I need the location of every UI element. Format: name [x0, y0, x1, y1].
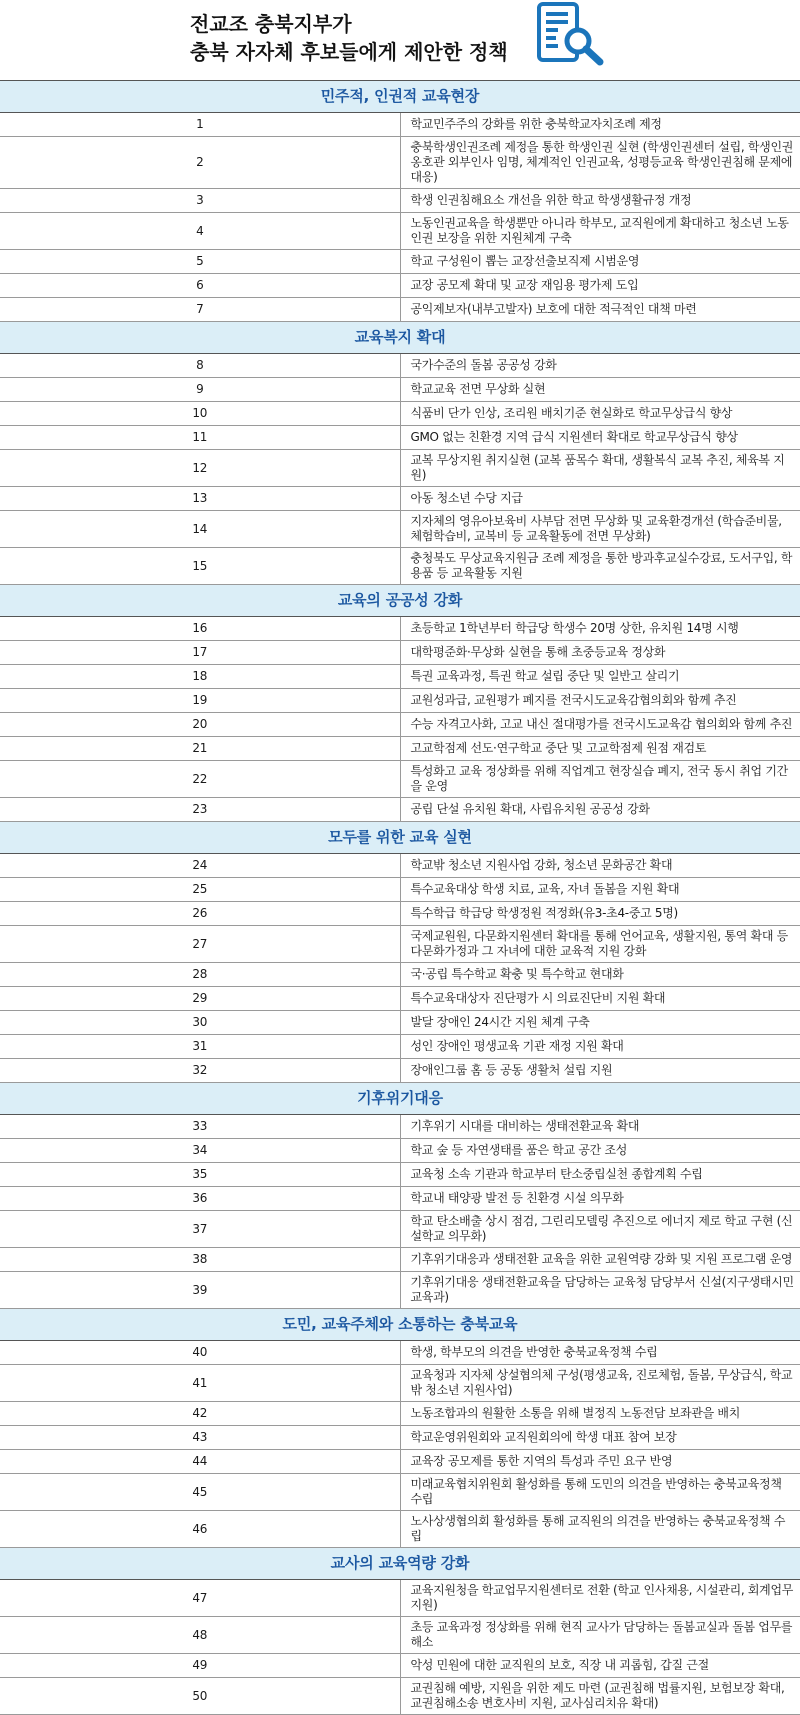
table-row	[0, 548, 800, 585]
policy-text: 교육장 공모제를 통한 지역의 특성과 주민 요구 반영	[400, 1450, 800, 1474]
policy-number: 44	[0, 1450, 400, 1474]
policy-text: 교복 무상지원 취지실현 (교복 품목수 확대, 생활복식 교복 추진, 체육복 지원)	[400, 450, 800, 487]
policy-number: 30	[0, 1011, 400, 1035]
table-row	[0, 1402, 800, 1426]
policy-number: 40	[0, 1341, 400, 1365]
table-row	[0, 902, 800, 926]
policy-text: 충청북도 무상교육지원금 조례 제정을 통한 방과후교실수강료, 도서구입, 학용품 등 교육활동 지원	[400, 548, 800, 585]
policy-text: 초등 교육과정 정상화를 위해 현직 교사가 담당하는 돌봄교실과 돌봄 업무를 해소	[400, 1617, 800, 1654]
policy-number: 42	[0, 1402, 400, 1426]
policy-text: 장애인그룹 홈 등 공동 생활처 설립 지원	[400, 1059, 800, 1083]
policy-number: 33	[0, 1115, 400, 1139]
section-title: 교사의 교육역량 강화	[0, 1548, 800, 1580]
policy-number: 16	[0, 617, 400, 641]
policy-text: 학교 숲 등 자연생태를 품은 학교 공간 조성	[400, 1139, 800, 1163]
policy-text: 학교밖 청소년 지원사업 강화, 청소년 문화공간 확대	[400, 854, 800, 878]
policy-number: 17	[0, 641, 400, 665]
table-row	[0, 1011, 800, 1035]
table-row	[0, 987, 800, 1011]
section-title: 기후위기대응	[0, 1083, 800, 1115]
policy-text: 공익제보자(내부고발자) 보호에 대한 적극적인 대책 마련	[400, 298, 800, 322]
policy-number: 2	[0, 137, 400, 189]
policy-text: 특수학급 학급당 학생정원 적정화(유3-초4-중고 5명)	[400, 902, 800, 926]
policy-text: 국제교원원, 다문화지원센터 확대를 통해 언어교육, 생활지원, 통역 확대 등 다문화가정과 그 자녀에 대한 교육적 지원 강화	[400, 926, 800, 963]
policy-number: 26	[0, 902, 400, 926]
table-row	[0, 354, 800, 378]
section-title: 도민, 교육주체와 소통하는 충북교육	[0, 1309, 800, 1341]
policy-text: 학교운영위원회와 교직원회의에 학생 대표 참여 보장	[400, 1426, 800, 1450]
section-header	[0, 822, 800, 854]
table-row	[0, 511, 800, 548]
table-row	[0, 378, 800, 402]
policy-text: 교원성과급, 교원평가 폐지를 전국시도교육감협의회와 함께 추진	[400, 689, 800, 713]
section-header	[0, 1309, 800, 1341]
table-row	[0, 450, 800, 487]
policy-text: 발달 장애인 24시간 지원 체계 구축	[400, 1011, 800, 1035]
policy-text: 악성 민원에 대한 교직원의 보호, 직장 내 괴롭힘, 갑질 근절	[400, 1654, 800, 1678]
table-row	[0, 1187, 800, 1211]
table-row	[0, 761, 800, 798]
policy-number: 28	[0, 963, 400, 987]
policy-text: 노동인권교육을 학생뿐만 아니라 학부모, 교직원에게 확대하고 청소년 노동인권 보장을 위한 지원체계 구축	[400, 213, 800, 250]
policy-number: 27	[0, 926, 400, 963]
table-row	[0, 1163, 800, 1187]
table-row	[0, 1426, 800, 1450]
policy-number: 19	[0, 689, 400, 713]
policy-text: 대학평준화·무상화 실현을 통해 초중등교육 정상화	[400, 641, 800, 665]
table-row	[0, 713, 800, 737]
header	[0, 0, 800, 80]
policy-text: 학생 인권침해요소 개선을 위한 학교 학생생활규정 개정	[400, 189, 800, 213]
policy-number: 15	[0, 548, 400, 585]
policy-number: 8	[0, 354, 400, 378]
policy-text: 아동 청소년 수당 지급	[400, 487, 800, 511]
table-row	[0, 689, 800, 713]
policy-text: 학교내 태양광 발전 등 친환경 시설 의무화	[400, 1187, 800, 1211]
policy-number: 48	[0, 1617, 400, 1654]
policy-number: 14	[0, 511, 400, 548]
policy-text: 기후위기대응 생태전환교육을 담당하는 교육청 담당부서 신설(지구생태시민교육과)	[400, 1272, 800, 1309]
policy-text: 국·공립 특수학교 확충 및 특수학교 현대화	[400, 963, 800, 987]
policy-text: 교육청 소속 기관과 학교부터 탄소중립실천 종합계획 수립	[400, 1163, 800, 1187]
table-row	[0, 1580, 800, 1617]
policy-number: 31	[0, 1035, 400, 1059]
table-row	[0, 878, 800, 902]
page-title	[190, 10, 530, 66]
policy-number: 47	[0, 1580, 400, 1617]
policy-text: 지자체의 영유아보육비 사부담 전면 무상화 및 교육환경개선 (학습준비물, 체험학습비, 교복비 등 교육활동에 전면 무상화)	[400, 511, 800, 548]
table-row	[0, 854, 800, 878]
table-row	[0, 1678, 800, 1715]
policy-text: 수능 자격고사화, 고교 내신 절대평가를 전국시도교육감 협의회와 함께 추진	[400, 713, 800, 737]
title-line-2: 충북 자자체 후보들에게 제안한 정책	[190, 40, 508, 64]
table-row	[0, 1474, 800, 1511]
policy-number: 10	[0, 402, 400, 426]
policy-text: 교육지원청을 학교업무지원센터로 전환 (학교 인사채용, 시설관리, 회계업무 지원)	[400, 1580, 800, 1617]
section-title: 교육의 공공성 강화	[0, 585, 800, 617]
policy-number: 38	[0, 1248, 400, 1272]
policy-text: 교권침해 예방, 지원을 위한 제도 마련 (교권침해 법률지원, 보험보장 확대, 교권침해소송 변호사비 지원, 교사심리치유 확대)	[400, 1678, 800, 1715]
policy-number: 29	[0, 987, 400, 1011]
table-row	[0, 298, 800, 322]
table-row	[0, 1654, 800, 1678]
table-row	[0, 189, 800, 213]
table-row	[0, 1341, 800, 1365]
table-row	[0, 617, 800, 641]
policy-text: 특수교육대상자 진단평가 시 의료진단비 지원 확대	[400, 987, 800, 1011]
policy-number: 11	[0, 426, 400, 450]
policy-text: 특성화고 교육 정상화를 위해 직업계고 현장실습 폐지, 전국 동시 취업 기간을 운영	[400, 761, 800, 798]
policy-number: 21	[0, 737, 400, 761]
policy-number: 9	[0, 378, 400, 402]
policy-text: 학교민주주의 강화를 위한 충북학교자치조례 제정	[400, 113, 800, 137]
policy-text: 학교 탄소배출 상시 점검, 그린리모델링 추진으로 에너지 제로 학교 구현 (신설학교 의무화)	[400, 1211, 800, 1248]
section-title: 모두를 위한 교육 실현	[0, 822, 800, 854]
policy-number: 35	[0, 1163, 400, 1187]
title-line-1: 전교조 충북지부가	[190, 12, 352, 36]
policy-number: 13	[0, 487, 400, 511]
policy-table	[0, 80, 800, 1715]
policy-number: 32	[0, 1059, 400, 1083]
policy-text: 학교 구성원이 뽑는 교장선출보직제 시범운영	[400, 250, 800, 274]
policy-text: 식품비 단가 인상, 조리원 배치기준 현실화로 학교무상급식 향상	[400, 402, 800, 426]
policy-text: 기후위기 시대를 대비하는 생태전환교육 확대	[400, 1115, 800, 1139]
policy-number: 23	[0, 798, 400, 822]
table-row	[0, 113, 800, 137]
table-row	[0, 137, 800, 189]
policy-number: 37	[0, 1211, 400, 1248]
section-header	[0, 81, 800, 113]
table-row	[0, 426, 800, 450]
policy-number: 39	[0, 1272, 400, 1309]
table-row	[0, 926, 800, 963]
section-title: 교육복지 확대	[0, 322, 800, 354]
policy-text: 노사상생협의회 활성화를 통해 교직원의 의견을 반영하는 충북교육정책 수립	[400, 1511, 800, 1548]
policy-number: 46	[0, 1511, 400, 1548]
policy-text: 기후위기대응과 생태전환 교육을 위한 교원역량 강화 및 지원 프로그램 운영	[400, 1248, 800, 1272]
table-row	[0, 1511, 800, 1548]
policy-text: 학교교육 전면 무상화 실현	[400, 378, 800, 402]
policy-number: 24	[0, 854, 400, 878]
policy-number: 20	[0, 713, 400, 737]
policy-text: 학생, 학부모의 의견을 반영한 충북교육정책 수립	[400, 1341, 800, 1365]
table-row	[0, 1115, 800, 1139]
policy-number: 50	[0, 1678, 400, 1715]
table-row	[0, 402, 800, 426]
policy-number: 36	[0, 1187, 400, 1211]
policy-text: 미래교육협치위원회 활성화를 통해 도민의 의견을 반영하는 충북교육정책 수립	[400, 1474, 800, 1511]
policy-text: GMO 없는 친환경 지역 급식 지원센터 확대로 학교무상급식 향상	[400, 426, 800, 450]
policy-number: 49	[0, 1654, 400, 1678]
policy-text: 충북학생인권조례 제정을 통한 학생인권 실현 (학생인권센터 설립, 학생인권옹호관 외부인사 임명, 체계적인 인권교육, 성평등교육 학생인권침해 문제에 대응)	[400, 137, 800, 189]
section-header	[0, 322, 800, 354]
table-row	[0, 1450, 800, 1474]
policy-number: 45	[0, 1474, 400, 1511]
policy-text: 교장 공모제 확대 및 교장 재임용 평가제 도입	[400, 274, 800, 298]
table-row	[0, 1139, 800, 1163]
policy-text: 공립 단설 유치원 확대, 사립유치원 공공성 강화	[400, 798, 800, 822]
table-row	[0, 1248, 800, 1272]
section-header	[0, 1548, 800, 1580]
table-row	[0, 1211, 800, 1248]
table-row	[0, 665, 800, 689]
policy-text: 교육청과 지자체 상설협의체 구성(평생교육, 진로체험, 돌봄, 무상급식, 학교밖 청소년 지원사업)	[400, 1365, 800, 1402]
table-row	[0, 1365, 800, 1402]
policy-number: 22	[0, 761, 400, 798]
policy-text: 국가수준의 돌봄 공공성 강화	[400, 354, 800, 378]
section-title: 민주적, 인권적 교육현장	[0, 81, 800, 113]
policy-number: 6	[0, 274, 400, 298]
policy-number: 18	[0, 665, 400, 689]
table-row	[0, 274, 800, 298]
policy-number: 5	[0, 250, 400, 274]
policy-number: 4	[0, 213, 400, 250]
table-row	[0, 963, 800, 987]
policy-text: 초등학교 1학년부터 학급당 학생수 20명 상한, 유치원 14명 시행	[400, 617, 800, 641]
policy-number: 25	[0, 878, 400, 902]
table-row	[0, 798, 800, 822]
table-row	[0, 1617, 800, 1654]
table-row	[0, 213, 800, 250]
policy-text: 노동조합과의 원활한 소통을 위해 별정직 노동전담 보좌관을 배치	[400, 1402, 800, 1426]
table-row	[0, 487, 800, 511]
policy-number: 34	[0, 1139, 400, 1163]
table-row	[0, 250, 800, 274]
policy-number: 7	[0, 298, 400, 322]
table-row	[0, 1059, 800, 1083]
policy-text: 성인 장애인 평생교육 기관 재정 지원 확대	[400, 1035, 800, 1059]
policy-number: 3	[0, 189, 400, 213]
policy-number: 12	[0, 450, 400, 487]
policy-number: 41	[0, 1365, 400, 1402]
table-row	[0, 1035, 800, 1059]
document-search-icon	[536, 1, 608, 69]
policy-text: 특권 교육과정, 특권 학교 설립 중단 및 일반고 살리기	[400, 665, 800, 689]
policy-number: 1	[0, 113, 400, 137]
policy-text: 특수교육대상 학생 치료, 교육, 자녀 돌봄을 지원 확대	[400, 878, 800, 902]
section-header	[0, 585, 800, 617]
table-row	[0, 1272, 800, 1309]
table-row	[0, 641, 800, 665]
section-header	[0, 1083, 800, 1115]
policy-number: 43	[0, 1426, 400, 1450]
policy-text: 고교학점제 선도·연구학교 중단 및 고교학점제 원점 재검토	[400, 737, 800, 761]
table-row	[0, 737, 800, 761]
